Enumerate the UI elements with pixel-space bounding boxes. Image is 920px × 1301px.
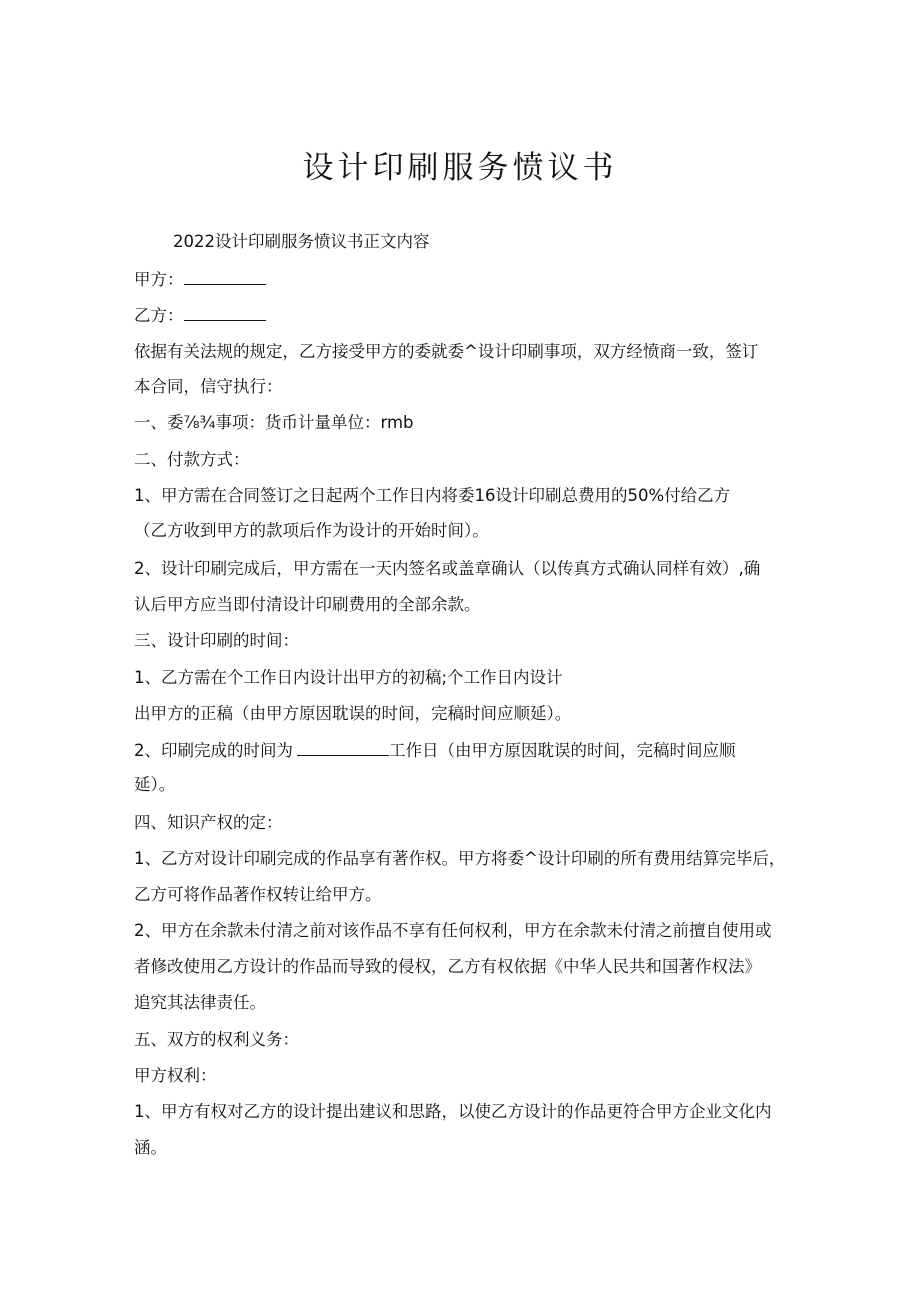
party-b-line bbox=[134, 302, 266, 329]
body-line: 认后甲方应当即付清设计印刷费用的全部余款。 bbox=[134, 595, 481, 614]
section-heading: 二、付款方式： bbox=[134, 450, 250, 469]
body-line: 追究其法律责任。 bbox=[134, 993, 266, 1012]
party-a-label: 甲方： bbox=[134, 270, 184, 289]
party-a-blank bbox=[184, 266, 266, 285]
subtitle-line: 2022设计印刷服务愤议书正文内容 bbox=[173, 232, 430, 251]
party-b-blank bbox=[184, 302, 266, 321]
body-line: 依据有关法规的规定，乙方接受甲方的委就委^设计印刷事项，双方经愤商一致，签订 bbox=[134, 342, 759, 361]
body-line: 延）。 bbox=[134, 775, 176, 794]
body-line: 1、乙方需在个工作日内设计出甲方的初稿;个工作日内设计 bbox=[134, 668, 563, 687]
print-time-line bbox=[134, 737, 736, 764]
section-heading: 四、知识产权的定： bbox=[134, 813, 283, 832]
body-line: 1、乙方对设计印刷完成的作品享有著作权。甲方将委^设计印刷的所有费用结算完毕后， bbox=[134, 849, 786, 868]
sub-heading: 甲方权利： bbox=[134, 1066, 217, 1085]
body-line: 1、甲方有权对乙方的设计提出建议和思路，以使乙方设计的作品更符合甲方企业文化内 bbox=[134, 1102, 772, 1121]
body-line: 涵。 bbox=[134, 1138, 167, 1157]
body-line: 2、设计印刷完成后，甲方需在一天内签名或盖章确认（以传真方式确认同样有效）,确 bbox=[134, 559, 761, 578]
party-b-label: 乙方： bbox=[134, 306, 184, 325]
body-line: 本合同，信守执行： bbox=[134, 377, 283, 396]
print-time-suffix: 工作日（由甲方原因耽误的时间，完稿时间应顺 bbox=[389, 741, 736, 760]
section-heading: 一、委⅞¾事项：货币计量单位：rmb bbox=[134, 413, 414, 432]
document-title: 设计印刷服务愤议书 bbox=[302, 150, 618, 186]
party-a-line bbox=[134, 266, 266, 293]
body-line: 乙方可将作品著作权转让给甲方。 bbox=[134, 885, 382, 904]
section-heading: 三、设计印刷的时间： bbox=[134, 631, 299, 650]
body-line: 出甲方的正稿（由甲方原因耽误的时间，完稿时间应顺延）。 bbox=[134, 704, 572, 723]
section-heading: 五、双方的权利义务： bbox=[134, 1030, 299, 1049]
body-line: 者修改使用乙方设计的作品而导致的侵权，乙方有权依据《中华人民共和国著作权法》 bbox=[134, 957, 761, 976]
print-time-blank bbox=[297, 737, 389, 756]
body-line: 2、甲方在余款未付清之前对该作品不享有任何权利，甲方在余款未付清之前擅自使用或 bbox=[134, 921, 772, 940]
body-line: （乙方收到甲方的款项后作为设计的开始时间）。 bbox=[134, 521, 489, 540]
print-time-prefix: 2、印刷完成的时间为 bbox=[134, 741, 293, 760]
body-line: 1、甲方需在合同签订之日起两个工作日内将委16设计印刷总费用的50%付给乙方 bbox=[134, 486, 731, 505]
